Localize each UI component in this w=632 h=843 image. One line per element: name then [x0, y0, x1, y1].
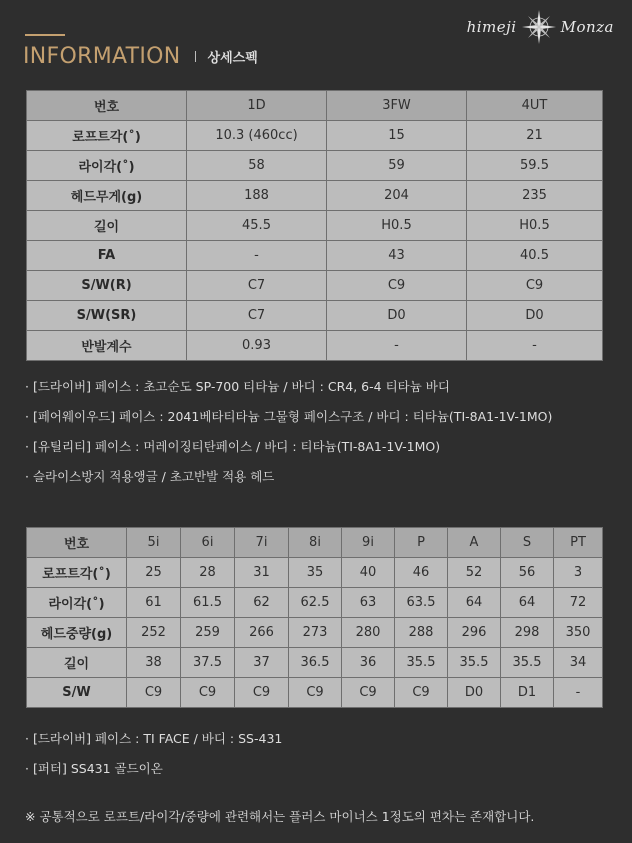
table-cell: 35.5	[448, 648, 501, 678]
table-cell: 252	[127, 618, 181, 648]
table-cell: 31	[235, 558, 289, 588]
brand-left: himeji	[466, 18, 517, 36]
table-cell: 3	[554, 558, 603, 588]
table-cell: 35.5	[501, 648, 554, 678]
table-cell: 35	[289, 558, 342, 588]
table-cell: -	[187, 241, 327, 271]
brand-right: Monza	[560, 18, 614, 36]
table-cell: 37	[235, 648, 289, 678]
table-cell: -	[554, 678, 603, 708]
table-cell: 15	[327, 121, 467, 151]
table-cell: 0.93	[187, 331, 327, 361]
table-row	[27, 271, 603, 301]
table-cell: C9	[181, 678, 235, 708]
table-cell: 52	[448, 558, 501, 588]
header-cell: 1D	[187, 91, 327, 121]
table-cell: C7	[187, 301, 327, 331]
table-cell: D0	[448, 678, 501, 708]
header-cell: 9i	[342, 528, 395, 558]
table-cell: D1	[501, 678, 554, 708]
table-cell: 28	[181, 558, 235, 588]
header-cell: 6i	[181, 528, 235, 558]
header-cell: 7i	[235, 528, 289, 558]
wood-notes	[25, 372, 552, 492]
row-label: 헤드무게(g)	[27, 181, 187, 211]
tolerance-footnote: ※ 공통적으로 로프트/라이각/중량에 관련해서는 플러스 마이너스 1정도의 편차는 존재합니다.	[25, 809, 535, 824]
table-header-row	[27, 528, 603, 558]
table-cell: 298	[501, 618, 554, 648]
table-cell: 350	[554, 618, 603, 648]
table-header-row	[27, 91, 603, 121]
table-cell: H0.5	[327, 211, 467, 241]
note-line: · [퍼터] SS431 골드이온	[25, 761, 163, 776]
table-row	[27, 331, 603, 361]
row-label: 로프트각(˚)	[27, 558, 127, 588]
table-cell: 235	[467, 181, 603, 211]
table-cell: C9	[467, 271, 603, 301]
table-cell: C9	[342, 678, 395, 708]
iron-spec-table	[26, 527, 603, 708]
table-cell: 288	[395, 618, 448, 648]
row-label: 라이각(˚)	[27, 588, 127, 618]
table-cell: 266	[235, 618, 289, 648]
table-cell: 204	[327, 181, 467, 211]
table-cell: C9	[395, 678, 448, 708]
table-cell: 280	[342, 618, 395, 648]
table-cell: 58	[187, 151, 327, 181]
table-cell: 59.5	[467, 151, 603, 181]
wood-spec-table	[26, 90, 603, 361]
table-cell: 43	[327, 241, 467, 271]
table-cell: C9	[289, 678, 342, 708]
table-cell: 64	[448, 588, 501, 618]
iron-notes	[25, 724, 282, 784]
table-cell: 63	[342, 588, 395, 618]
header-cell: PT	[554, 528, 603, 558]
compass-icon	[521, 9, 557, 45]
row-label: 반발계수	[27, 331, 187, 361]
table-cell: 40.5	[467, 241, 603, 271]
table-cell: 62.5	[289, 588, 342, 618]
table-cell: 62	[235, 588, 289, 618]
table-cell: 56	[501, 558, 554, 588]
table-cell: 61	[127, 588, 181, 618]
table-row	[27, 241, 603, 271]
row-label: FA	[27, 241, 187, 271]
page-title: INFORMATION	[23, 44, 181, 69]
table-cell: 36	[342, 648, 395, 678]
section-header	[23, 44, 258, 69]
brand-logo	[467, 10, 614, 44]
table-cell: C7	[187, 271, 327, 301]
header-cell: 3FW	[327, 91, 467, 121]
row-label: S/W(R)	[27, 271, 187, 301]
note-line: · [유틸리티] 페이스 : 머레이징티탄페이스 / 바디 : 티타늄(TI-8A1-1V-1MO)	[25, 439, 441, 454]
table-cell: -	[467, 331, 603, 361]
header-cell: P	[395, 528, 448, 558]
table-cell: 46	[395, 558, 448, 588]
row-label: 길이	[27, 211, 187, 241]
header-cell: 번호	[27, 528, 127, 558]
table-cell: 34	[554, 648, 603, 678]
table-cell: 59	[327, 151, 467, 181]
table-row	[27, 588, 603, 618]
table-cell: 273	[289, 618, 342, 648]
table-cell: 25	[127, 558, 181, 588]
table-cell: 188	[187, 181, 327, 211]
table-cell: C9	[127, 678, 181, 708]
note-line: · 슬라이스방지 적용앵글 / 초고반발 적용 헤드	[25, 469, 275, 484]
note-line: · [페어웨이우드] 페이스 : 2041베타티타늄 그물형 페이스구조 / 바디 : 티타늄(TI-8A1-1V-1MO)	[25, 409, 553, 424]
header-cell: 5i	[127, 528, 181, 558]
table-cell: 21	[467, 121, 603, 151]
note-line: · [드라이버] 페이스 : TI FACE / 바디 : SS-431	[25, 731, 283, 746]
table-cell: 61.5	[181, 588, 235, 618]
header-cell: 번호	[27, 91, 187, 121]
table-cell: D0	[467, 301, 603, 331]
header-cell: A	[448, 528, 501, 558]
header-cell: S	[501, 528, 554, 558]
header-cell: 4UT	[467, 91, 603, 121]
table-cell: D0	[327, 301, 467, 331]
table-cell: 36.5	[289, 648, 342, 678]
table-row	[27, 121, 603, 151]
row-label: 로프트각(˚)	[27, 121, 187, 151]
table-cell: 72	[554, 588, 603, 618]
table-row	[27, 618, 603, 648]
table-cell: 37.5	[181, 648, 235, 678]
table-row	[27, 678, 603, 708]
table-row	[27, 558, 603, 588]
note-line: · [드라이버] 페이스 : 초고순도 SP-700 티타늄 / 바디 : CR4, 6-4 티타늄 바디	[25, 379, 450, 394]
table-row	[27, 151, 603, 181]
table-cell: 45.5	[187, 211, 327, 241]
table-row	[27, 648, 603, 678]
header-accent-line	[25, 34, 65, 36]
table-cell: 63.5	[395, 588, 448, 618]
row-label: 헤드중량(g)	[27, 618, 127, 648]
table-cell: C9	[235, 678, 289, 708]
title-separator	[195, 51, 196, 62]
table-cell: -	[327, 331, 467, 361]
table-cell: 259	[181, 618, 235, 648]
row-label: S/W(SR)	[27, 301, 187, 331]
table-cell: 64	[501, 588, 554, 618]
table-row	[27, 301, 603, 331]
row-label: S/W	[27, 678, 127, 708]
table-cell: 10.3 (460cc)	[187, 121, 327, 151]
row-label: 라이각(˚)	[27, 151, 187, 181]
table-cell: H0.5	[467, 211, 603, 241]
table-cell: 40	[342, 558, 395, 588]
row-label: 길이	[27, 648, 127, 678]
table-row	[27, 181, 603, 211]
header-cell: 8i	[289, 528, 342, 558]
table-cell: C9	[327, 271, 467, 301]
table-row	[27, 211, 603, 241]
table-cell: 296	[448, 618, 501, 648]
page-subtitle: 상세스펙	[207, 51, 258, 66]
table-cell: 38	[127, 648, 181, 678]
table-cell: 35.5	[395, 648, 448, 678]
